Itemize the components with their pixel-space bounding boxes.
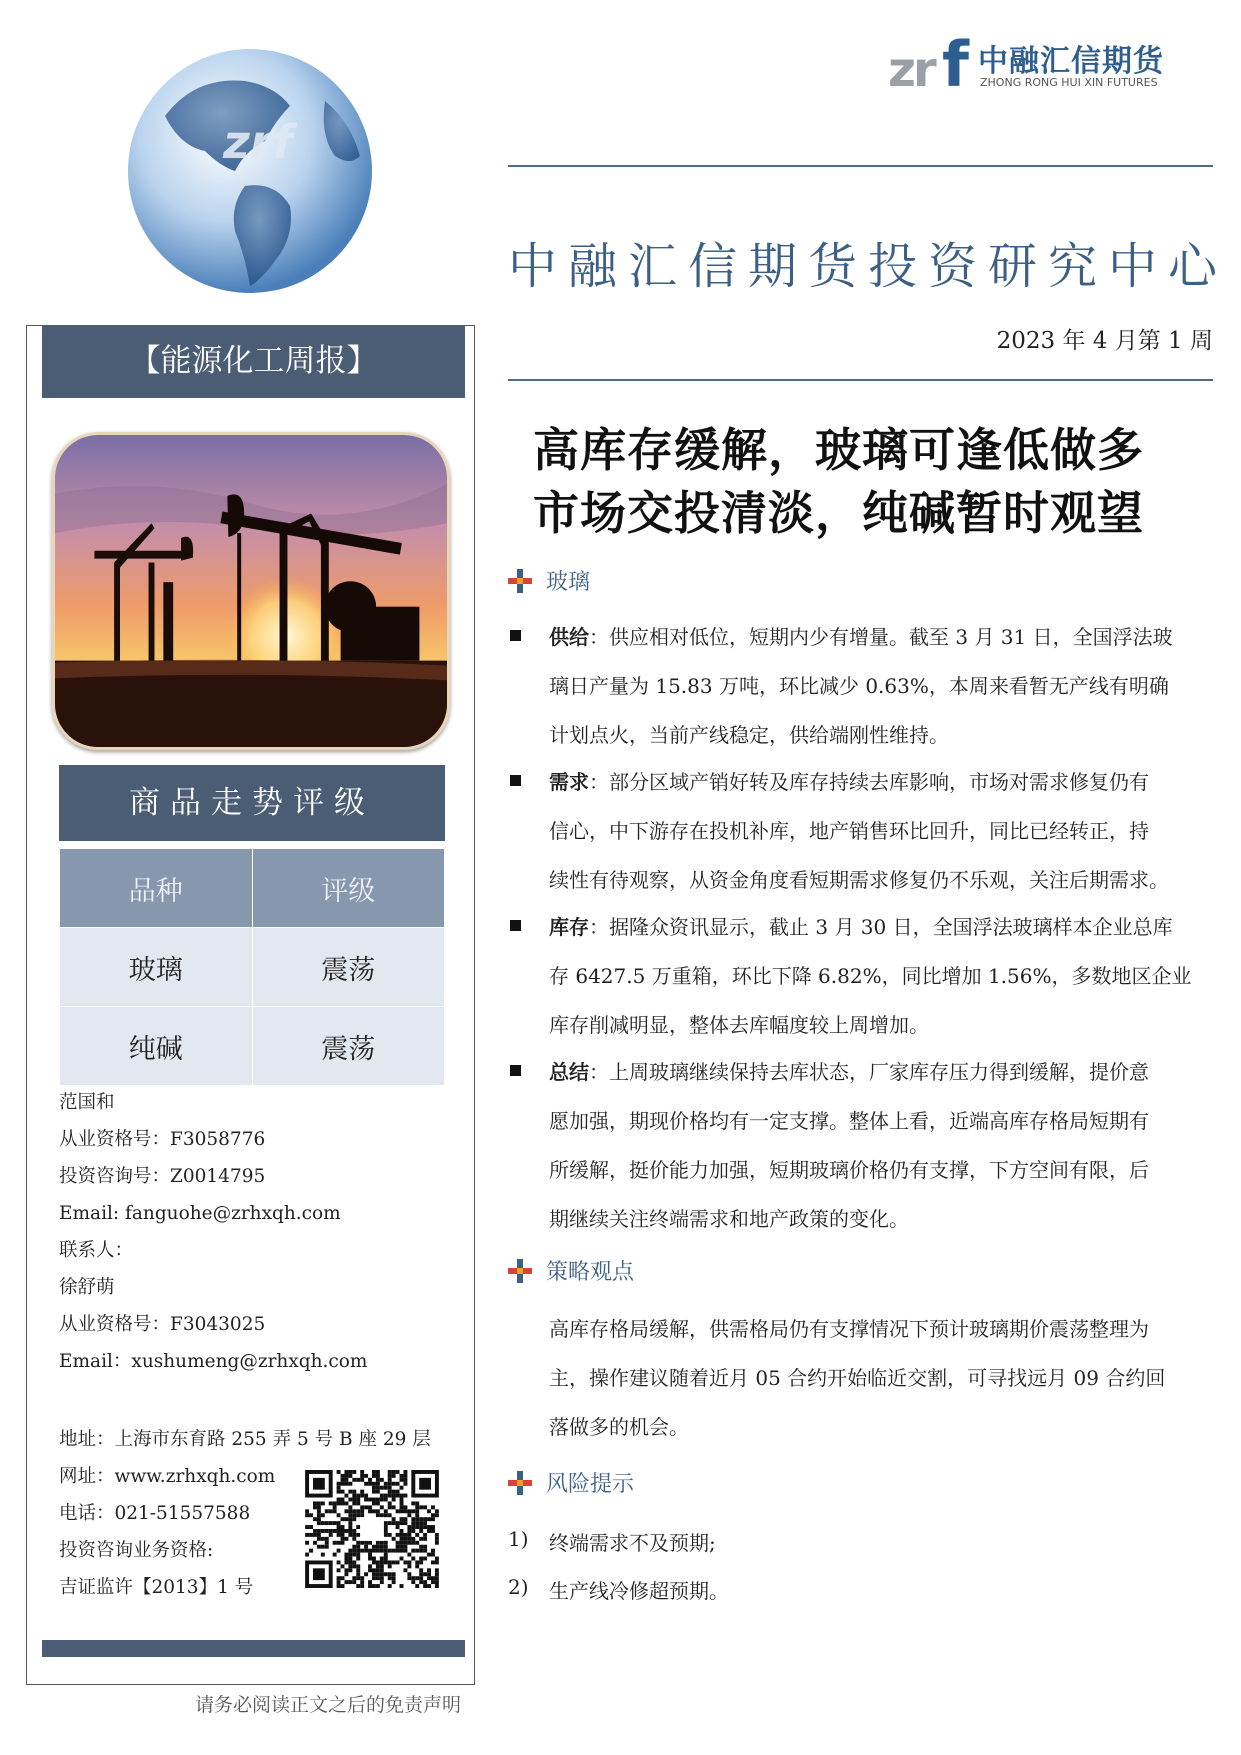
rating-cell-rating: 震荡	[252, 1007, 445, 1086]
week-divider	[508, 379, 1213, 381]
zrf-logo-icon	[888, 28, 978, 98]
rating-cell-rating: 震荡	[252, 928, 445, 1007]
text-line: 计划点火，当前产线稳定，供给端刚性维持。	[549, 723, 949, 747]
risk-item-text: 终端需求不及预期;	[549, 1531, 716, 1555]
contact-label: 联系人：	[59, 1240, 134, 1261]
contact-name: 徐舒萌	[59, 1277, 115, 1298]
headline-line-2: 市场交投清淡，纯碱暂时观望	[533, 486, 1144, 540]
company-address: 地址：上海市东育路 255 弄 5 号 B 座 29 层	[59, 1429, 431, 1450]
disclaimer: 请务必阅读正文之后的免责声明	[195, 1694, 462, 1716]
table-row	[60, 928, 445, 1007]
headline-line-1: 高库存缓解，玻璃可逢低做多	[533, 423, 1144, 477]
header-divider	[508, 165, 1213, 167]
text-line: 库存削减明显，整体去库幅度较上周增加。	[549, 1013, 929, 1037]
section-bullet-icon	[508, 1259, 532, 1283]
analyst-license: 从业资格号：F3058776	[59, 1129, 266, 1150]
report-type-banner: 【能源化工周报】	[42, 325, 465, 398]
text-line: 所缓解，挺价能力加强，短期玻璃价格仍有支撑，下方空间有限，后	[549, 1158, 1149, 1182]
rating-table	[59, 848, 445, 1086]
text-line: 主，操作建议随着近月 05 合约开始临近交割，可寻找远月 09 合约回	[549, 1366, 1166, 1390]
analyst-advisory-no: 投资咨询号：Z0014795	[59, 1166, 266, 1187]
rating-table-header-row	[60, 849, 445, 928]
rating-cell-variety: 纯碱	[60, 1007, 253, 1086]
glass-inventory-paragraph	[549, 903, 1207, 1050]
bullet-square-icon	[510, 775, 521, 786]
section-title: 玻璃	[546, 570, 591, 595]
brand-logo	[888, 28, 1208, 98]
contact-license: 从业资格号：F3043025	[59, 1314, 266, 1335]
section-title: 策略观点	[546, 1260, 635, 1285]
report-week: 2023 年 4 月第 1 周	[996, 328, 1213, 354]
oil-pump-photo	[52, 432, 450, 750]
section-heading-risk	[508, 1467, 634, 1498]
risk-item-number: 2)	[508, 1575, 529, 1599]
company-phone: 电话：021-51557588	[59, 1503, 251, 1524]
text-line: ：据隆众资讯显示，截止 3 月 30 日，全国浮法玻璃样本企业总库	[589, 915, 1173, 939]
company-license-no: 吉证监许【2013】1 号	[59, 1577, 254, 1598]
section-heading-glass	[508, 565, 590, 596]
contact-email: Email：xushumeng@zrhxqh.com	[59, 1351, 368, 1372]
analyst-name: 范国和	[59, 1092, 115, 1113]
text-line: 落做多的机会。	[549, 1415, 689, 1439]
item-label: 供给	[549, 625, 589, 649]
section-bullet-icon	[508, 569, 532, 593]
bullet-square-icon	[510, 630, 521, 641]
strategy-paragraph	[549, 1305, 1207, 1452]
item-label: 需求	[549, 770, 589, 794]
item-label: 总结	[549, 1060, 589, 1084]
bullet-square-icon	[510, 1065, 521, 1076]
section-bullet-icon	[508, 1471, 532, 1495]
item-label: 库存	[549, 915, 589, 939]
svg-text:zr: zr	[888, 42, 934, 98]
text-line: 高库存格局缓解，供需格局仍有支撑情况下预计玻璃期价震荡整理为	[549, 1317, 1149, 1341]
text-line: 璃日产量为 15.83 万吨，环比减少 0.63%，本周来看暂无产线有明确	[549, 674, 1169, 698]
text-line: 存 6427.5 万重箱，环比下降 6.82%，同比增加 1.56%，多数地区企业	[549, 964, 1192, 988]
research-center-title: 中融汇信期货投资研究中心	[508, 238, 1229, 295]
table-row	[60, 1007, 445, 1086]
company-website: 网址：www.zrhxqh.com	[59, 1466, 276, 1487]
section-heading-strategy	[508, 1255, 634, 1286]
glass-demand-paragraph	[549, 758, 1207, 905]
rating-header-variety: 品种	[60, 849, 253, 928]
analyst-email: Email: fanguohe@zrhxqh.com	[59, 1203, 341, 1224]
brand-name-cn: 中融汇信期货	[978, 44, 1164, 79]
text-line: 愿加强，期现价格均有一定支撑。整体上看，近端高库存格局短期有	[549, 1109, 1149, 1133]
sidebar-bottom-bar	[42, 1640, 465, 1657]
bullet-square-icon	[510, 920, 521, 931]
rating-header-rating: 评级	[252, 849, 445, 928]
section-title: 风险提示	[546, 1472, 635, 1497]
svg-text:f: f	[942, 28, 969, 98]
qr-code	[304, 1470, 440, 1588]
globe-logo	[125, 46, 375, 296]
text-line: ：上周玻璃继续保持去库状态，厂家库存压力得到缓解，提价意	[589, 1060, 1149, 1084]
rating-banner: 商品走势评级	[59, 765, 445, 841]
analyst-contacts	[59, 1084, 367, 1380]
text-line: 续性有待观察，从资金角度看短期需求修复仍不乐观，关注后期需求。	[549, 868, 1169, 892]
brand-name-en: ZHONG RONG HUI XIN FUTURES	[980, 76, 1158, 89]
glass-supply-paragraph	[549, 613, 1207, 760]
globe-mark-text: zrf	[223, 115, 293, 169]
text-line: ：部分区域产销好转及库存持续去库影响，市场对需求修复仍有	[589, 770, 1149, 794]
text-line: 信心，中下游存在投机补库，地产销售环比回升，同比已经转正，持	[549, 819, 1149, 843]
glass-summary-paragraph	[549, 1048, 1207, 1244]
risk-item-number: 1)	[508, 1527, 529, 1551]
text-line: 期继续关注终端需求和地产政策的变化。	[549, 1207, 909, 1231]
risk-item-text: 生产线冷修超预期。	[549, 1579, 729, 1603]
rating-cell-variety: 玻璃	[60, 928, 253, 1007]
company-license-label: 投资咨询业务资格:	[59, 1540, 214, 1561]
text-line: ：供应相对低位，短期内少有增量。截至 3 月 31 日，全国浮法玻	[589, 625, 1173, 649]
